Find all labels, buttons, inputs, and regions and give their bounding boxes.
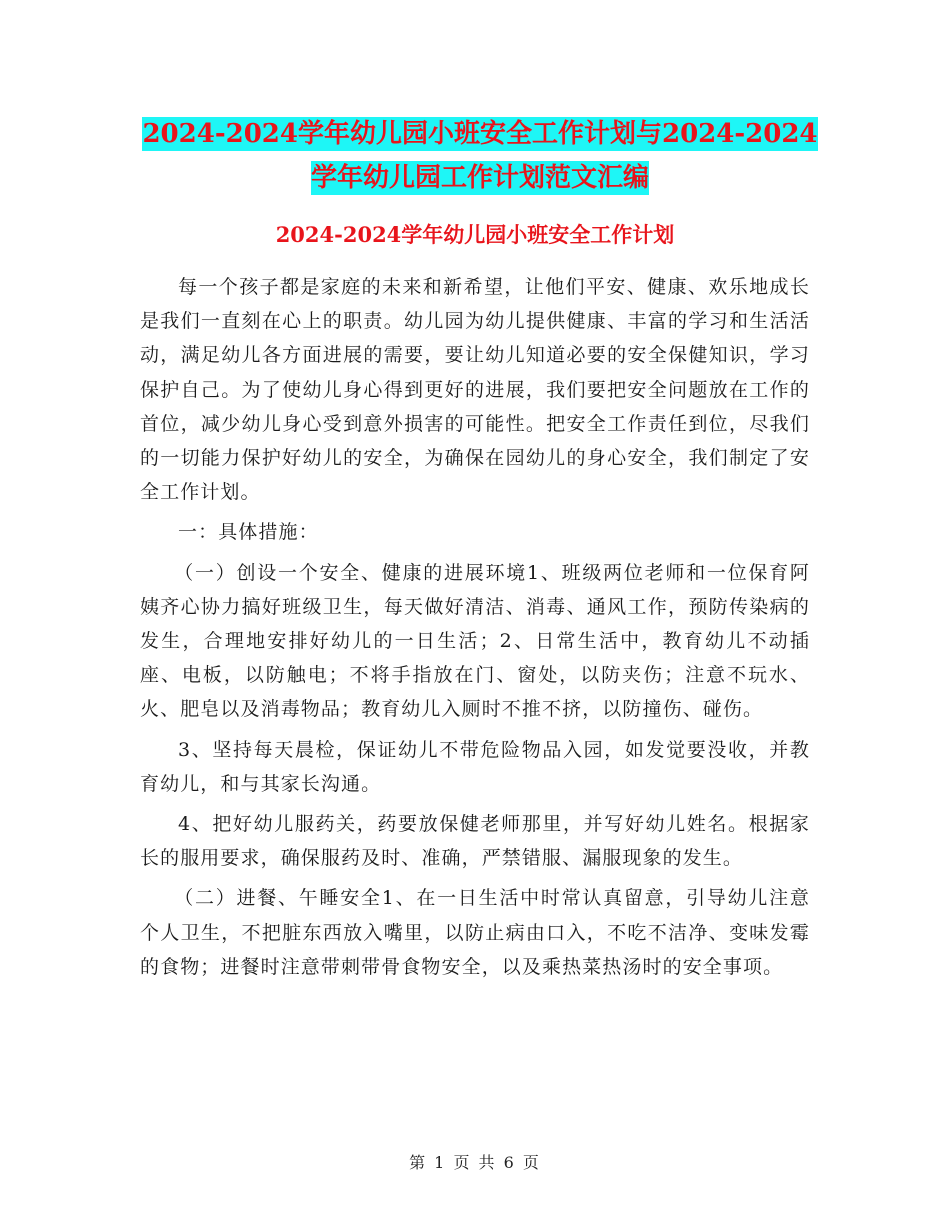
paragraph-medication: 4、把好幼儿服药关，药要放保健老师那里，并写好幼儿姓名。根据家长的服用要求，确保服药及时、准确，严禁错服、漏服现象的发生。 <box>140 813 810 870</box>
document-title-line2: 学年幼儿园工作计划范文汇编 <box>310 163 649 193</box>
paragraph-intro: 每一个孩子都是家庭的未来和新希望，让他们平安、健康、欢乐地成长是我们一直刻在心上的职责。幼儿园为幼儿提供健康、丰富的学习和生活活动，满足幼儿各方面进展的需要，要让幼儿知道必要的安全保健知识，学习保护自己。为了使幼儿身心得到更好的进展，我们要把安全问题放在工作的首位，减少幼儿身心受到意外损害的可能性。把安全工作责任到位，尽我们的一切能力保护好幼儿的安全，为确保在园幼儿的身心安全，我们制定了安全工作计划。 <box>140 276 810 504</box>
section-title: 2024-2024学年幼儿园小班安全工作计划 <box>275 222 675 247</box>
paragraph-meal-nap-safety: （二）进餐、午睡安全1、在一日生活中时常认真留意，引导幼儿注意个人卫生，不把脏东西放入嘴里，以防止病由口入，不吃不洁净、变味发霉的食物；进餐时注意带刺带骨食物安全，以及乘热菜热汤时的安全事项。 <box>140 887 810 978</box>
paragraph-morning-check: 3、坚持每天晨检，保证幼儿不带危险物品入园，如发觉要没收，并教育幼儿，和与其家长沟通。 <box>140 738 810 795</box>
page-footer: 第 1 页 共 6 页 <box>409 1153 541 1172</box>
document-title-line1: 2024-2024学年幼儿园小班安全工作计划与2024-2024 <box>142 119 818 149</box>
document-body <box>140 270 810 990</box>
paragraph-environment: （一）创设一个安全、健康的进展环境1、班级两位老师和一位保育阿姨齐心协力搞好班级卫生，每天做好清洁、消毒、通风工作，预防传染病的发生，合理地安排好幼儿的一日生活；2、日常生活中，教育幼儿不动插座、电板，以防触电；不将手指放在门、窗处，以防夹伤；注意不玩水、火、肥皂以及消毒物品；教育幼儿入厕时不推不挤，以防撞伤、碰伤。 <box>140 561 810 721</box>
document-title <box>140 112 820 200</box>
paragraph-measures-heading: 一：具体措施： <box>178 521 319 544</box>
